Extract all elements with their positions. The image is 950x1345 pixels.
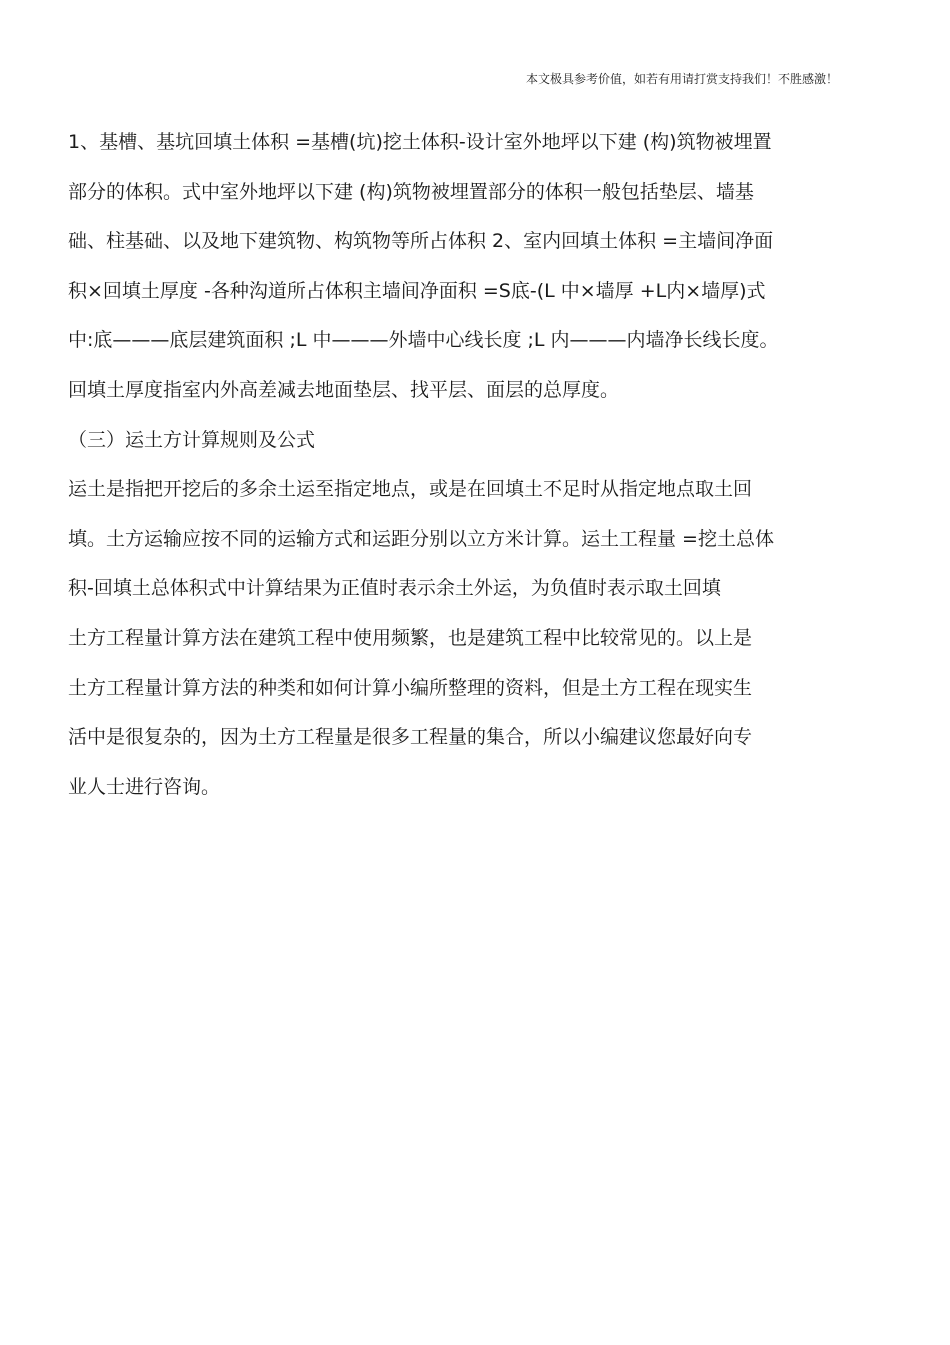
text-line-13: 活中是很复杂的，因为土方工程量是很多工程量的集合，所以小编建议您最好向专 — [68, 726, 753, 749]
text-line-11: 土方工程量计算方法在建筑工程中使用频繁，也是建筑工程中比较常见的。以上是 — [68, 626, 753, 649]
header-note: 本文极具参考价值，如若有用请打赏支持我们！不胜感激！ — [525, 72, 838, 86]
text-line-12: 土方工程量计算方法的种类和如何计算小编所整理的资料，但是土方工程在现实生 — [68, 676, 753, 699]
text-line-5: 中:底———底层建筑面积 ;L 中———外墙中心线长度 ;L 内———内墙净长线长度。 — [68, 329, 779, 352]
text-line-3: 础、柱基础、以及地下建筑物、构筑物等所占体积 2、室内回填土体积 =主墙间净面 — [68, 230, 774, 253]
text-line-6: 回填土厚度指室内外高差减去地面垫层、找平层、面层的总厚度。 — [68, 378, 620, 401]
text-line-2: 部分的体积。式中室外地坪以下建 (构)筑物被埋置部分的体积一般包括垫层、墙基 — [68, 180, 754, 203]
text-line-14: 业人士进行咨询。 — [68, 775, 221, 798]
text-line-9: 填。土方运输应按不同的运输方式和运距分别以立方米计算。运土工程量 =挖土总体 — [68, 527, 774, 550]
text-line-4: 积×回填土厚度 -各种沟道所占体积主墙间净面积 =S底-(L 中×墙厚 +L内×墙厚)式 — [68, 279, 766, 302]
text-line-10: 积-回填土总体积式中计算结果为正值时表示余土外运，为负值时表示取土回填 — [68, 577, 721, 600]
text-line-1: 1、基槽、基坑回填土体积 =基槽(坑)挖土体积-设计室外地坪以下建 (构)筑物被埋置 — [68, 131, 772, 153]
section-heading: （三）运土方计算规则及公式 — [68, 428, 316, 451]
document-body — [68, 122, 898, 816]
text-line-8: 运土是指把开挖后的多余土运至指定地点，或是在回填土不足时从指定地点取土回 — [68, 478, 753, 501]
